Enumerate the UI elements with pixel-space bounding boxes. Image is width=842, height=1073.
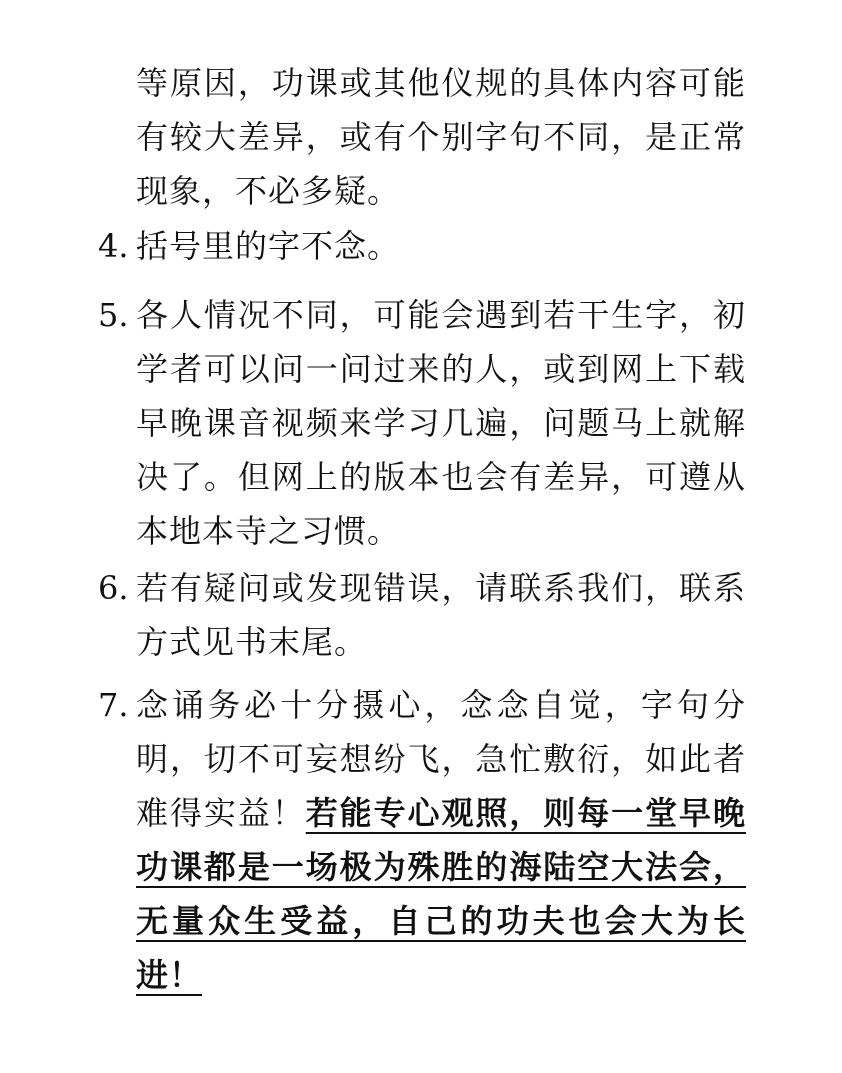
item-number: 7. xyxy=(98,686,129,724)
emphasized-text: 若能专心观照，则每一堂早晚功课都是一场极为殊胜的海陆空大法会，无量众生受益，自己的功夫也会大为长进！ xyxy=(136,794,746,994)
item-text: 各人情况不同，可能会遇到若干生字，初学者可以问一问过来的人，或到网上下载早晚课音视频来学习几遍，问题马上就解决了。但网上的版本也会有差异，可遵从本地本寺之习惯。 xyxy=(136,296,746,550)
list-item-7 xyxy=(98,678,758,1002)
list-item-5 xyxy=(98,288,758,558)
item-text: 括号里的字不念。 xyxy=(136,227,401,265)
continuation-text: 等原因，功课或其他仪规的具体内容可能有较大差异，或有个别字句不同，是正常现象，不必多疑。 xyxy=(136,64,746,210)
continuation-paragraph xyxy=(98,56,758,218)
item-text: 念诵务必十分摄心，念念自觉，字句分明，切不可妄想纷飞，急忙敷衍，如此者难得实益！ xyxy=(136,686,746,832)
item-text: 若有疑问或发现错误，请联系我们，联系方式见书末尾。 xyxy=(136,569,746,661)
item-text-container xyxy=(136,678,746,1002)
item-number: 5. xyxy=(98,296,129,334)
item-number: 4. xyxy=(98,227,129,265)
list-item-4 xyxy=(98,219,758,273)
list-item-6 xyxy=(98,561,758,669)
item-number: 6. xyxy=(98,569,129,607)
